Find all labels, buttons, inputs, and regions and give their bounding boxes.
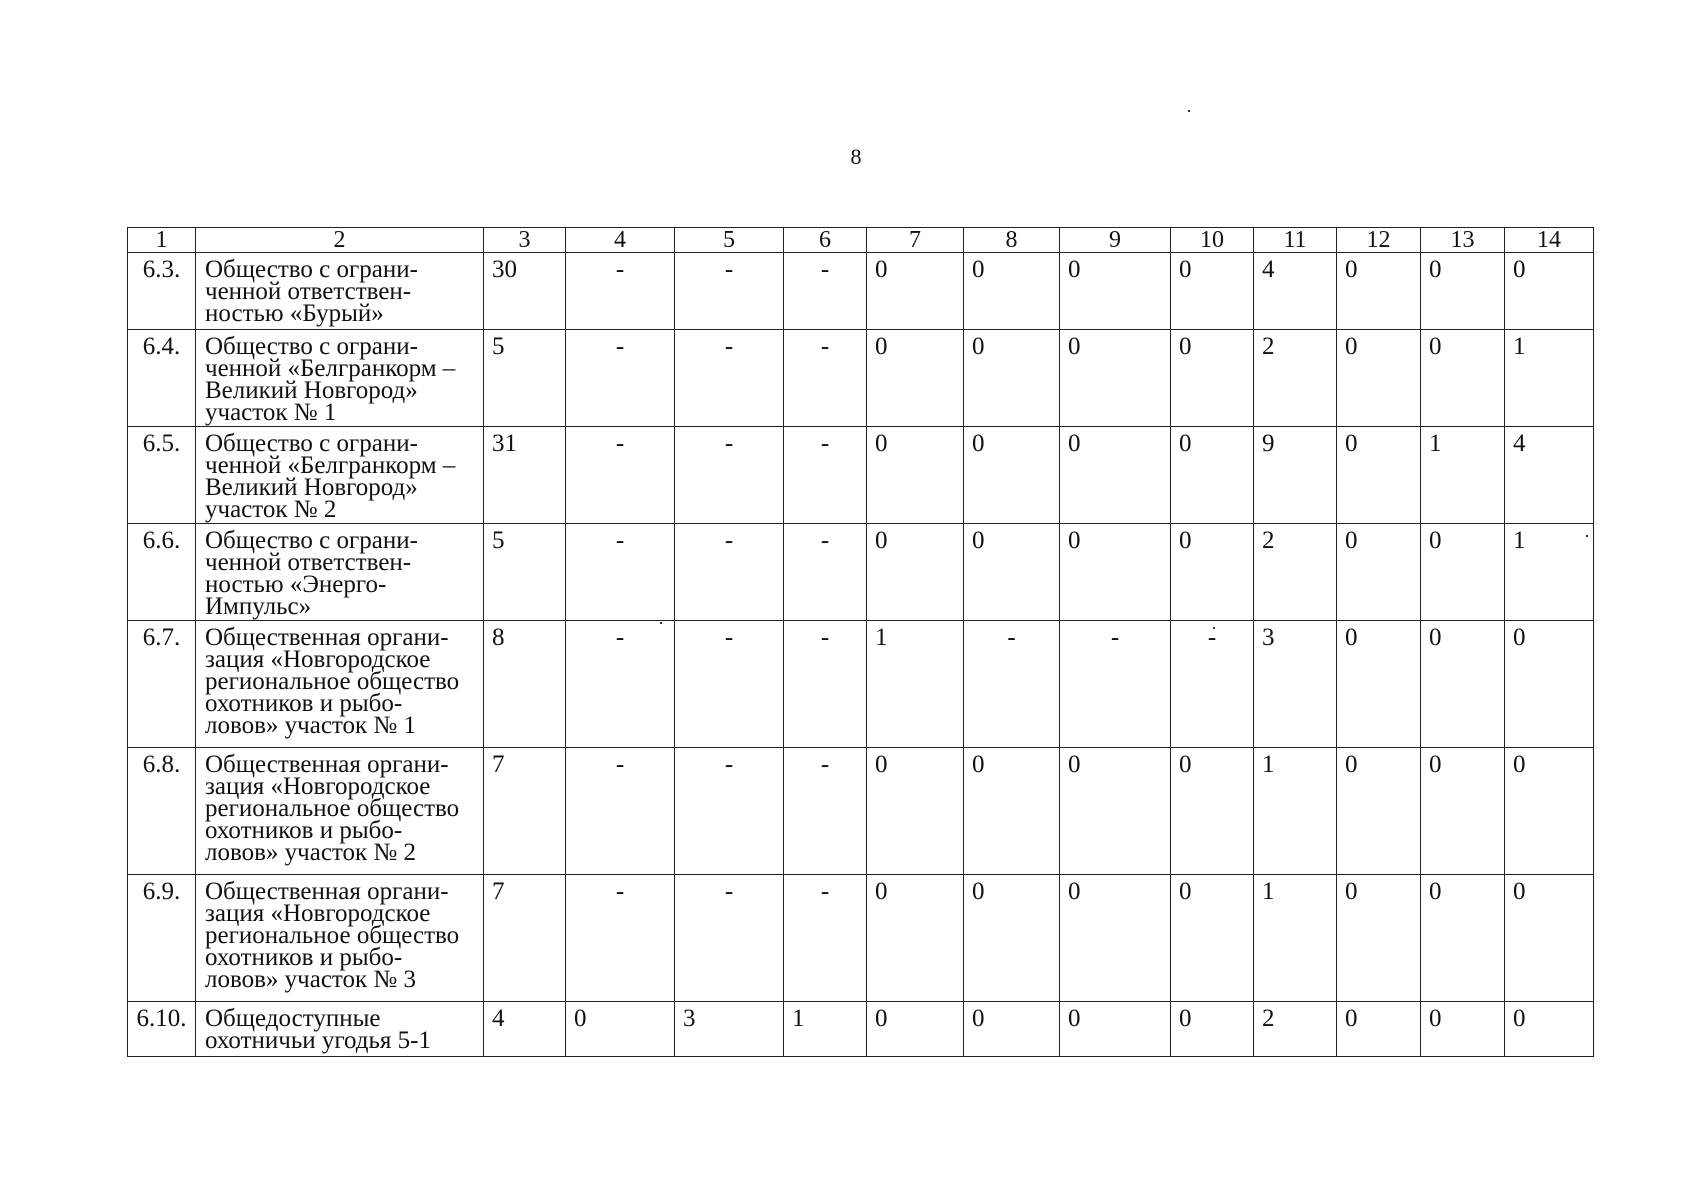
cell-col-3: 7: [484, 748, 566, 875]
row-number: 6.10.: [128, 1002, 196, 1057]
row-number: 6.3.: [128, 253, 196, 330]
organization-name-line: ченной «Белгранкорм –: [205, 452, 456, 479]
cell-col-14: 0: [1505, 748, 1594, 875]
cell-col-7: 0: [867, 330, 964, 427]
page-number: 8: [850, 144, 862, 169]
cell-col-6: -: [784, 427, 867, 524]
organization-name-line: Общество с ограни-: [205, 527, 418, 554]
cell-col-9: -: [1060, 621, 1171, 748]
organization-name-line: ченной ответствен-: [205, 278, 412, 305]
table-row: [128, 875, 1594, 1002]
cell-col-8: 0: [964, 253, 1060, 330]
column-header-2: 2: [196, 228, 484, 253]
row-number: 6.9.: [128, 875, 196, 1002]
cell-col-6: -: [784, 621, 867, 748]
cell-col-4: -: [566, 330, 675, 427]
cell-col-4: 0: [566, 1002, 675, 1057]
cell-col-12: 0: [1337, 1002, 1421, 1057]
cell-col-9: 0: [1060, 427, 1171, 524]
cell-col-12: 0: [1337, 330, 1421, 427]
cell-col-8: 0: [964, 330, 1060, 427]
cell-col-8: 0: [964, 524, 1060, 621]
organization-name-line: Общедоступные: [205, 1005, 381, 1032]
cell-col-10: 0: [1171, 524, 1254, 621]
organization-name: [196, 1002, 484, 1057]
organization-name: [196, 748, 484, 875]
column-header-1: 1: [128, 228, 196, 253]
organization-name-line: ловов» участок № 1: [205, 712, 417, 739]
cell-col-4: -: [566, 524, 675, 621]
cell-col-5: 3: [675, 1002, 784, 1057]
cell-col-12: 0: [1337, 748, 1421, 875]
cell-col-14: 4: [1505, 427, 1594, 524]
data-table: [127, 227, 1594, 1057]
cell-col-14: 1: [1505, 330, 1594, 427]
cell-col-4: -: [566, 621, 675, 748]
cell-col-5: -: [675, 427, 784, 524]
organization-name-line: ностью «Бурый»: [205, 300, 384, 327]
cell-col-10: -: [1171, 621, 1254, 748]
cell-col-10: 0: [1171, 253, 1254, 330]
organization-name-line: зация «Новгородское: [205, 900, 431, 927]
organization-name-line: региональное общество: [205, 668, 460, 695]
cell-col-4: -: [566, 427, 675, 524]
row-number: 6.7.: [128, 621, 196, 748]
table-row: [128, 621, 1594, 748]
column-header-14: 14: [1505, 228, 1594, 253]
cell-col-8: 0: [964, 748, 1060, 875]
organization-name-line: Импульс»: [205, 593, 312, 620]
cell-col-11: 4: [1254, 253, 1337, 330]
cell-col-12: 0: [1337, 875, 1421, 1002]
table-row: [128, 1002, 1594, 1057]
cell-col-3: 31: [484, 427, 566, 524]
cell-col-5: -: [675, 748, 784, 875]
cell-col-9: 0: [1060, 253, 1171, 330]
organization-name-line: Великий Новгород»: [205, 474, 418, 501]
cell-col-6: -: [784, 875, 867, 1002]
cell-col-3: 8: [484, 621, 566, 748]
cell-col-5: -: [675, 524, 784, 621]
organization-name: [196, 330, 484, 427]
cell-col-3: 5: [484, 330, 566, 427]
table-row: [128, 748, 1594, 875]
organization-name: [196, 524, 484, 621]
cell-col-5: -: [675, 330, 784, 427]
cell-col-11: 1: [1254, 748, 1337, 875]
organization-name: [196, 253, 484, 330]
cell-col-10: 0: [1171, 875, 1254, 1002]
cell-col-13: 1: [1421, 427, 1505, 524]
cell-col-8: -: [964, 621, 1060, 748]
cell-col-12: 0: [1337, 253, 1421, 330]
cell-col-7: 0: [867, 1002, 964, 1057]
cell-col-9: 0: [1060, 1002, 1171, 1057]
cell-col-8: 0: [964, 1002, 1060, 1057]
cell-col-13: 0: [1421, 748, 1505, 875]
organization-name-line: охотников и рыбо-: [205, 817, 403, 844]
cell-col-3: 30: [484, 253, 566, 330]
cell-col-14: 0: [1505, 253, 1594, 330]
organization-name-line: ченной «Белгранкорм –: [205, 355, 456, 382]
column-header-12: 12: [1337, 228, 1421, 253]
cell-col-13: 0: [1421, 1002, 1505, 1057]
organization-name-line: ловов» участок № 3: [205, 966, 417, 993]
cell-col-13: 0: [1421, 330, 1505, 427]
organization-name-line: охотников и рыбо-: [205, 690, 403, 717]
column-header-11: 11: [1254, 228, 1337, 253]
cell-col-10: 0: [1171, 427, 1254, 524]
column-header-5: 5: [675, 228, 784, 253]
table-header-row: [128, 228, 1594, 253]
cell-col-3: 7: [484, 875, 566, 1002]
organization-name-line: региональное общество: [205, 795, 460, 822]
cell-col-9: 0: [1060, 524, 1171, 621]
cell-col-14: 0: [1505, 875, 1594, 1002]
cell-col-7: 1: [867, 621, 964, 748]
cell-col-11: 2: [1254, 524, 1337, 621]
organization-name-line: охотников и рыбо-: [205, 944, 403, 971]
cell-col-11: 3: [1254, 621, 1337, 748]
cell-col-3: 4: [484, 1002, 566, 1057]
cell-col-11: 1: [1254, 875, 1337, 1002]
cell-col-4: -: [566, 748, 675, 875]
cell-col-4: -: [566, 253, 675, 330]
table-row: [128, 524, 1594, 621]
cell-col-5: -: [675, 621, 784, 748]
cell-col-7: 0: [867, 253, 964, 330]
cell-col-5: -: [675, 253, 784, 330]
cell-col-12: 0: [1337, 621, 1421, 748]
organization-name-line: Общественная органи-: [205, 751, 449, 778]
column-header-7: 7: [867, 228, 964, 253]
organization-name-line: участок № 1: [205, 399, 337, 426]
cell-col-6: -: [784, 253, 867, 330]
organization-name-line: участок № 2: [205, 496, 337, 523]
organization-name-line: Общественная органи-: [205, 624, 449, 651]
cell-col-11: 2: [1254, 1002, 1337, 1057]
table-row: [128, 330, 1594, 427]
cell-col-9: 0: [1060, 748, 1171, 875]
cell-col-10: 0: [1171, 330, 1254, 427]
cell-col-3: 5: [484, 524, 566, 621]
organization-name-line: ченной ответствен-: [205, 549, 412, 576]
cell-col-10: 0: [1171, 1002, 1254, 1057]
cell-col-7: 0: [867, 748, 964, 875]
organization-name-line: охотничьи угодья 5-1: [205, 1027, 431, 1054]
organization-name-line: зация «Новгородское: [205, 646, 431, 673]
cell-col-6: -: [784, 748, 867, 875]
row-number: 6.6.: [128, 524, 196, 621]
cell-col-14: 1: [1505, 524, 1594, 621]
row-number: 6.8.: [128, 748, 196, 875]
cell-col-12: 0: [1337, 524, 1421, 621]
scan-speck: [1188, 110, 1190, 112]
cell-col-6: -: [784, 330, 867, 427]
cell-col-7: 0: [867, 524, 964, 621]
organization-name-line: Общество с ограни-: [205, 333, 418, 360]
table-row: [128, 427, 1594, 524]
row-number: 6.5.: [128, 427, 196, 524]
cell-col-11: 2: [1254, 330, 1337, 427]
cell-col-14: 0: [1505, 1002, 1594, 1057]
cell-col-4: -: [566, 875, 675, 1002]
organization-name: [196, 875, 484, 1002]
cell-col-7: 0: [867, 427, 964, 524]
cell-col-8: 0: [964, 875, 1060, 1002]
table-body: [128, 228, 1594, 1057]
organization-name-line: зация «Новгородское: [205, 773, 431, 800]
cell-col-12: 0: [1337, 427, 1421, 524]
cell-col-9: 0: [1060, 330, 1171, 427]
cell-col-13: 0: [1421, 621, 1505, 748]
cell-col-8: 0: [964, 427, 1060, 524]
organization-name: [196, 621, 484, 748]
organization-name-line: ностью «Энерго-: [205, 571, 387, 598]
cell-col-7: 0: [867, 875, 964, 1002]
column-header-6: 6: [784, 228, 867, 253]
column-header-10: 10: [1171, 228, 1254, 253]
cell-col-14: 0: [1505, 621, 1594, 748]
table-row: [128, 253, 1594, 330]
column-header-9: 9: [1060, 228, 1171, 253]
organization-name-line: Общественная органи-: [205, 878, 449, 905]
organization-name: [196, 427, 484, 524]
organization-name-line: ловов» участок № 2: [205, 839, 417, 866]
organization-name-line: Великий Новгород»: [205, 377, 418, 404]
cell-col-6: -: [784, 524, 867, 621]
cell-col-11: 9: [1254, 427, 1337, 524]
column-header-13: 13: [1421, 228, 1505, 253]
cell-col-5: -: [675, 875, 784, 1002]
cell-col-6: 1: [784, 1002, 867, 1057]
column-header-4: 4: [566, 228, 675, 253]
cell-col-13: 0: [1421, 875, 1505, 1002]
column-header-3: 3: [484, 228, 566, 253]
cell-col-13: 0: [1421, 524, 1505, 621]
cell-col-9: 0: [1060, 875, 1171, 1002]
organization-name-line: региональное общество: [205, 922, 460, 949]
organization-name-line: Общество с ограни-: [205, 430, 418, 457]
organization-name-line: Общество с ограни-: [205, 256, 418, 283]
cell-col-13: 0: [1421, 253, 1505, 330]
column-header-8: 8: [964, 228, 1060, 253]
row-number: 6.4.: [128, 330, 196, 427]
cell-col-10: 0: [1171, 748, 1254, 875]
